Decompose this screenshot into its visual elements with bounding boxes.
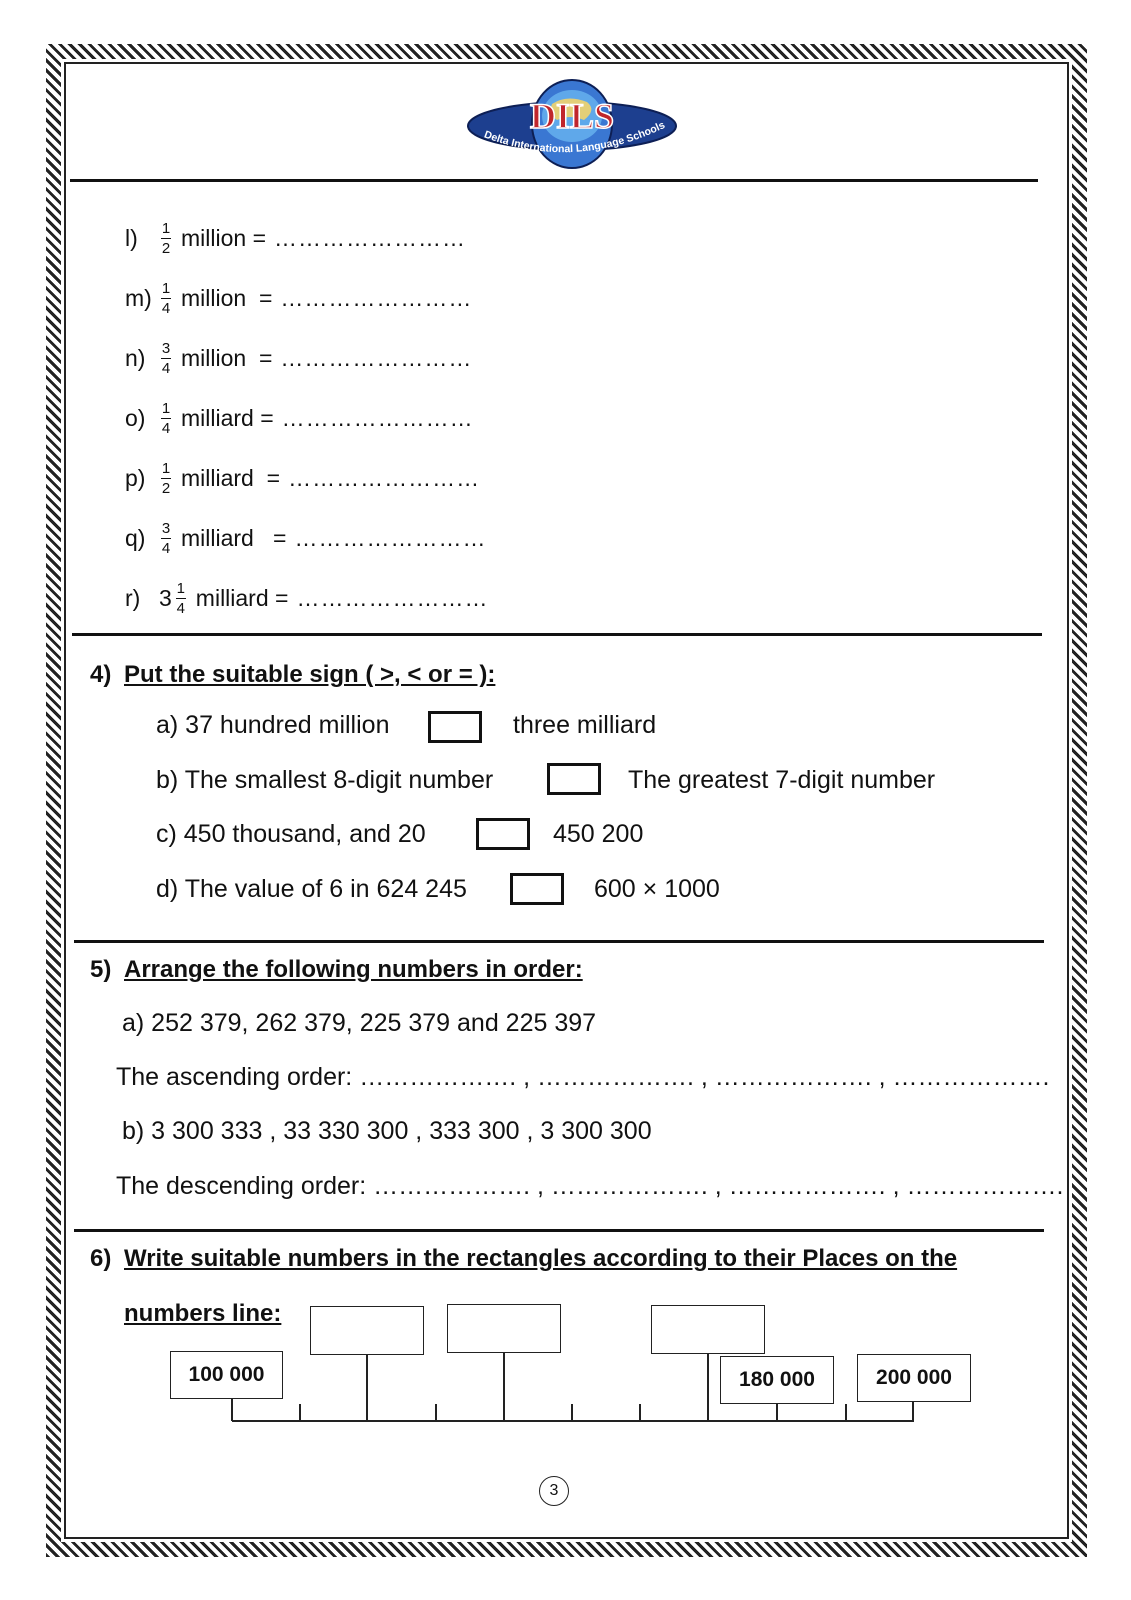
q5-a-numbers: a) 252 379, 262 379, 225 379 and 225 397 (122, 1009, 597, 1037)
fraction-bar (161, 358, 171, 359)
fraction-numerator: 1 (161, 399, 171, 417)
fraction-item (125, 396, 474, 440)
dils-logo (462, 76, 682, 176)
tick-160000 (639, 1404, 641, 1421)
q5-b-descending-answer-line[interactable]: The descending order: ………………. , ………………. , ………………. , ………………. (116, 1172, 1064, 1200)
q4-item-a-answer-box[interactable] (428, 711, 482, 743)
fraction-bar (161, 418, 171, 419)
fraction-bar (161, 298, 171, 299)
fraction-denominator: 2 (161, 239, 171, 257)
fraction-numerator: 1 (161, 219, 171, 237)
fraction-item-label: n) (125, 344, 146, 371)
label-100000: 100 000 (170, 1351, 283, 1399)
fraction-numerator: 1 (176, 579, 185, 597)
svg-text:DILS: DILS (529, 96, 615, 136)
divider-q4 (72, 633, 1042, 636)
q4-title: Put the suitable sign ( >, < or = ): (124, 661, 496, 688)
q4-item-b-left: b) The smallest 8-digit number (156, 766, 494, 794)
fraction-item-label: o) (125, 404, 146, 431)
fraction-denominator: 4 (161, 299, 171, 317)
fraction (161, 461, 171, 496)
tick-170000 (707, 1354, 709, 1421)
fraction-denominator: 4 (161, 539, 171, 557)
q4-item-c-right: 450 200 (553, 820, 644, 848)
q4-item-b-right: The greatest 7-digit number (628, 766, 936, 794)
tick-120000 (366, 1354, 368, 1421)
tick-180000 (776, 1403, 778, 1421)
q4-item-d-right: 600 × 1000 (594, 875, 720, 903)
q4-item-d-answer-box[interactable] (510, 873, 564, 905)
fraction-numerator: 1 (161, 459, 171, 477)
fraction-item (125, 516, 486, 560)
divider-q5 (74, 940, 1044, 943)
fraction-answer-line[interactable]: …………………… (288, 464, 481, 491)
divider-q6 (74, 1229, 1044, 1232)
q4-item-d-left: d) The value of 6 in 624 245 (156, 875, 467, 903)
fraction-item-label: p) (125, 464, 146, 491)
fraction-denominator: 4 (161, 359, 171, 377)
fraction-answer-line[interactable]: …………………… (296, 584, 489, 611)
header-divider (70, 179, 1038, 182)
fraction-bar (161, 538, 171, 539)
fraction-bar (161, 478, 171, 479)
tick-140000 (503, 1352, 505, 1421)
tick-190000 (845, 1404, 847, 1421)
q5-number: 5) (90, 956, 112, 983)
q5-b-numbers: b) 3 300 333 , 33 330 300 , 333 300 , 3 300 300 (122, 1117, 652, 1145)
fraction-item (125, 216, 466, 260)
q6-title-line2: numbers line: (124, 1300, 282, 1327)
tick-110000 (299, 1404, 301, 1421)
tick-130000 (435, 1404, 437, 1421)
fraction-denominator: 2 (161, 479, 171, 497)
fraction-item-label: r) (125, 584, 141, 611)
fraction-answer-line[interactable]: …………………… (280, 284, 473, 311)
fraction-answer-line[interactable]: …………………… (274, 224, 467, 251)
q4-item-b-answer-box[interactable] (547, 763, 601, 795)
q6-heading (90, 1245, 957, 1273)
fraction (161, 401, 171, 436)
fraction-unit: milliard = (181, 404, 274, 431)
q4-item-a-left: a) 37 hundred million (156, 711, 390, 739)
fraction-answer-line[interactable]: …………………… (281, 404, 474, 431)
fraction-denominator: 4 (176, 599, 185, 617)
page-number: 3 (539, 1476, 569, 1506)
label-200000: 200 000 (857, 1354, 971, 1402)
blank-rectangle-1[interactable] (310, 1306, 424, 1355)
fraction-item (125, 276, 472, 320)
tick-200000 (912, 1401, 914, 1421)
fraction-unit: million = (181, 344, 273, 371)
fraction-answer-line[interactable]: …………………… (294, 524, 487, 551)
number-line-axis (232, 1420, 914, 1422)
q6-title-line1: Write suitable numbers in the rectangles according to their Places on the (124, 1245, 958, 1272)
q6-heading-line2 (124, 1300, 281, 1328)
fraction-item-label: q) (125, 524, 146, 551)
fraction-item (125, 336, 472, 380)
q4-item-c-left: c) 450 thousand, and 20 (156, 820, 426, 848)
fraction (161, 341, 171, 376)
q4-number: 4) (90, 661, 112, 688)
q4-heading (90, 661, 495, 689)
fraction-item (125, 456, 480, 500)
svg-text:Delta International Language S: Delta International Language Schools (482, 119, 667, 156)
fraction-unit: milliard = (195, 584, 289, 611)
fraction-item-label: m) (125, 284, 152, 311)
fraction-unit: million = (181, 284, 273, 311)
tick-100000 (231, 1398, 233, 1421)
fraction-bar (176, 598, 186, 599)
q5-a-ascending-answer-line[interactable]: The ascending order: ………………. , ………………. , ………………. , ………………. (116, 1063, 1050, 1091)
q4-item-a-right: three milliard (513, 711, 657, 739)
fraction-numerator: 3 (161, 339, 171, 357)
fraction-item-label: l) (125, 224, 138, 251)
fraction-answer-line[interactable]: …………………… (280, 344, 473, 371)
fraction-whole: 3 (159, 584, 172, 611)
label-180000: 180 000 (720, 1356, 834, 1404)
q6-number: 6) (90, 1245, 112, 1272)
fraction-item (125, 576, 488, 620)
fraction-unit: milliard = (181, 524, 287, 551)
fraction-numerator: 3 (161, 519, 171, 537)
fraction (161, 221, 171, 256)
fraction (161, 281, 171, 316)
fraction-denominator: 4 (161, 419, 171, 437)
q5-heading (90, 956, 583, 984)
fraction-unit: million = (181, 224, 267, 251)
blank-rectangle-3[interactable] (651, 1305, 765, 1354)
fraction (161, 521, 171, 556)
fraction-unit: milliard = (181, 464, 281, 491)
q4-item-c-answer-box[interactable] (476, 818, 530, 850)
blank-rectangle-2[interactable] (447, 1304, 561, 1353)
tick-150000 (571, 1404, 573, 1421)
fraction-bar (161, 238, 171, 239)
fraction (176, 581, 186, 616)
fraction-numerator: 1 (161, 279, 171, 297)
q5-title: Arrange the following numbers in order: (124, 956, 583, 983)
